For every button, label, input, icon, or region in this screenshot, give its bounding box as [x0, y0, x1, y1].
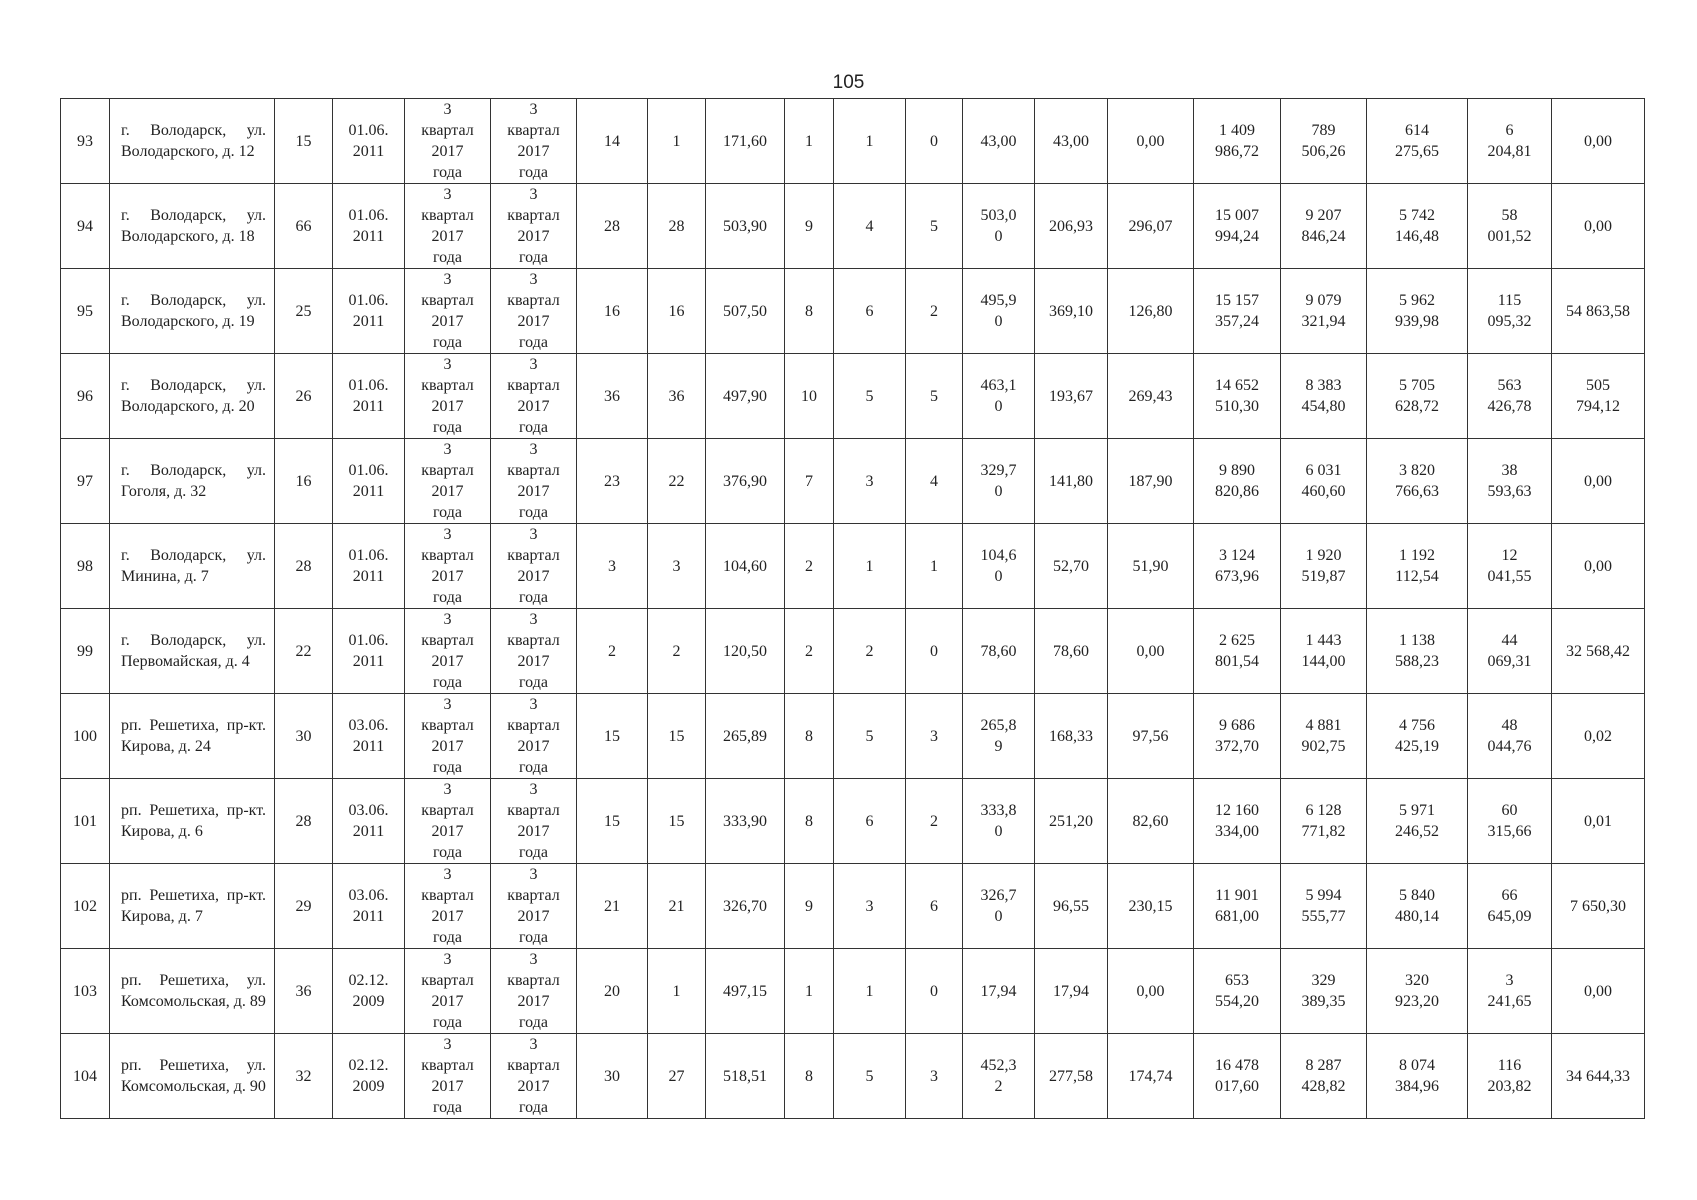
count-cell: 28 [648, 184, 706, 269]
area-cell: 507,50 [706, 269, 785, 354]
quarter-cell: 3 квартал 2017 года [405, 184, 491, 269]
count-cell: 4 [834, 184, 906, 269]
amount-cell: 563 426,78 [1468, 354, 1552, 439]
row-number-cell: 93 [61, 99, 110, 184]
count-cell: 3 [577, 524, 648, 609]
table-row [61, 779, 1645, 864]
row-number-cell: 98 [61, 524, 110, 609]
count-cell: 16 [648, 269, 706, 354]
area-cell: 277,58 [1035, 1034, 1108, 1119]
amount-cell: 9 890 820,86 [1194, 439, 1281, 524]
amount-cell: 789 506,26 [1281, 99, 1367, 184]
area-cell: 78,60 [1035, 609, 1108, 694]
amount-cell: 115 095,32 [1468, 269, 1552, 354]
date-cell: 01.06. 2011 [333, 269, 405, 354]
address-text: рп. Решетиха, ул. Комсомольская, д. 90 [121, 1057, 266, 1095]
count-cell: 15 [577, 694, 648, 779]
count-cell: 2 [577, 609, 648, 694]
area-cell: 96,55 [1035, 864, 1108, 949]
area-cell: 171,60 [706, 99, 785, 184]
amount-cell: 16 478 017,60 [1194, 1034, 1281, 1119]
address-cell [110, 269, 275, 354]
address-text: г. Володарск, ул. Володарского, д. 18 [121, 207, 266, 245]
amount-cell: 5 962 939,98 [1367, 269, 1468, 354]
quarter-cell: 3 квартал 2017 года [405, 949, 491, 1034]
address-cell [110, 99, 275, 184]
count-cell: 5 [834, 694, 906, 779]
address-cell [110, 779, 275, 864]
count-cell: 0 [906, 949, 963, 1034]
count-cell: 36 [648, 354, 706, 439]
count-cell: 8 [785, 694, 834, 779]
quarter-cell: 3 квартал 2017 года [405, 269, 491, 354]
area-cell: 0,00 [1108, 609, 1194, 694]
amount-cell: 329 389,35 [1281, 949, 1367, 1034]
area-cell: 51,90 [1108, 524, 1194, 609]
area-cell: 329,7 0 [963, 439, 1035, 524]
row-number-cell: 99 [61, 609, 110, 694]
area-cell: 369,10 [1035, 269, 1108, 354]
count-cell: 3 [648, 524, 706, 609]
amount-cell: 4 756 425,19 [1367, 694, 1468, 779]
building-year-cell: 36 [275, 949, 333, 1034]
count-cell: 5 [834, 1034, 906, 1119]
table-row [61, 949, 1645, 1034]
address-text: г. Володарск, ул. Минина, д. 7 [121, 547, 266, 585]
amount-cell: 44 069,31 [1468, 609, 1552, 694]
count-cell: 1 [648, 949, 706, 1034]
count-cell: 30 [577, 1034, 648, 1119]
count-cell: 14 [577, 99, 648, 184]
amount-cell: 48 044,76 [1468, 694, 1552, 779]
amount-cell: 5 742 146,48 [1367, 184, 1468, 269]
quarter-cell: 3 квартал 2017 года [491, 779, 577, 864]
area-cell: 104,60 [706, 524, 785, 609]
count-cell: 1 [648, 99, 706, 184]
amount-cell: 1 138 588,23 [1367, 609, 1468, 694]
area-cell: 168,33 [1035, 694, 1108, 779]
count-cell: 5 [834, 354, 906, 439]
area-cell: 333,8 0 [963, 779, 1035, 864]
quarter-cell: 3 квартал 2017 года [405, 609, 491, 694]
date-cell: 01.06. 2011 [333, 184, 405, 269]
count-cell: 6 [834, 269, 906, 354]
building-year-cell: 32 [275, 1034, 333, 1119]
row-number-cell: 94 [61, 184, 110, 269]
page-number: 105 [832, 72, 865, 93]
amount-cell: 12 160 334,00 [1194, 779, 1281, 864]
date-cell: 01.06. 2011 [333, 609, 405, 694]
table-row [61, 184, 1645, 269]
amount-cell: 60 315,66 [1468, 779, 1552, 864]
area-cell: 518,51 [706, 1034, 785, 1119]
table-row [61, 864, 1645, 949]
amount-cell: 5 840 480,14 [1367, 864, 1468, 949]
count-cell: 28 [577, 184, 648, 269]
date-cell: 01.06. 2011 [333, 354, 405, 439]
amount-cell: 4 881 902,75 [1281, 694, 1367, 779]
count-cell: 9 [785, 864, 834, 949]
address-cell [110, 609, 275, 694]
amount-cell: 9 207 846,24 [1281, 184, 1367, 269]
date-cell: 03.06. 2011 [333, 694, 405, 779]
area-cell: 495,9 0 [963, 269, 1035, 354]
amount-cell: 0,00 [1552, 439, 1645, 524]
address-text: г. Володарск, ул. Володарского, д. 20 [121, 377, 266, 415]
area-cell: 82,60 [1108, 779, 1194, 864]
address-text: г. Володарск, ул. Гоголя, д. 32 [121, 462, 266, 500]
building-year-cell: 29 [275, 864, 333, 949]
area-cell: 333,90 [706, 779, 785, 864]
count-cell: 15 [648, 694, 706, 779]
area-cell: 52,70 [1035, 524, 1108, 609]
amount-cell: 12 041,55 [1468, 524, 1552, 609]
amount-cell: 54 863,58 [1552, 269, 1645, 354]
area-cell: 0,00 [1108, 949, 1194, 1034]
count-cell: 5 [906, 354, 963, 439]
row-number-cell: 104 [61, 1034, 110, 1119]
count-cell: 2 [906, 779, 963, 864]
count-cell: 10 [785, 354, 834, 439]
count-cell: 3 [906, 694, 963, 779]
quarter-cell: 3 квартал 2017 года [405, 354, 491, 439]
area-cell: 497,90 [706, 354, 785, 439]
table-row [61, 354, 1645, 439]
amount-cell: 9 686 372,70 [1194, 694, 1281, 779]
area-cell: 503,90 [706, 184, 785, 269]
address-cell [110, 184, 275, 269]
amount-cell: 5 994 555,77 [1281, 864, 1367, 949]
table-row [61, 269, 1645, 354]
count-cell: 1 [785, 949, 834, 1034]
quarter-cell: 3 квартал 2017 года [491, 694, 577, 779]
count-cell: 0 [906, 609, 963, 694]
quarter-cell: 3 квартал 2017 года [405, 439, 491, 524]
amount-cell: 1 920 519,87 [1281, 524, 1367, 609]
amount-cell: 0,00 [1552, 99, 1645, 184]
date-cell: 02.12. 2009 [333, 949, 405, 1034]
count-cell: 15 [648, 779, 706, 864]
data-table [60, 98, 1645, 1119]
table-row [61, 99, 1645, 184]
count-cell: 36 [577, 354, 648, 439]
amount-cell: 0,01 [1552, 779, 1645, 864]
amount-cell: 1 192 112,54 [1367, 524, 1468, 609]
amount-cell: 6 128 771,82 [1281, 779, 1367, 864]
count-cell: 2 [834, 609, 906, 694]
count-cell: 3 [906, 1034, 963, 1119]
count-cell: 2 [906, 269, 963, 354]
count-cell: 8 [785, 269, 834, 354]
row-number-cell: 102 [61, 864, 110, 949]
amount-cell: 6 204,81 [1468, 99, 1552, 184]
area-cell: 265,8 9 [963, 694, 1035, 779]
building-year-cell: 26 [275, 354, 333, 439]
area-cell: 230,15 [1108, 864, 1194, 949]
amount-cell: 320 923,20 [1367, 949, 1468, 1034]
address-cell [110, 949, 275, 1034]
area-cell: 265,89 [706, 694, 785, 779]
count-cell: 6 [906, 864, 963, 949]
area-cell: 376,90 [706, 439, 785, 524]
area-cell: 126,80 [1108, 269, 1194, 354]
area-cell: 503,0 0 [963, 184, 1035, 269]
amount-cell: 3 241,65 [1468, 949, 1552, 1034]
area-cell: 206,93 [1035, 184, 1108, 269]
quarter-cell: 3 квартал 2017 года [405, 524, 491, 609]
amount-cell: 8 287 428,82 [1281, 1034, 1367, 1119]
quarter-cell: 3 квартал 2017 года [491, 354, 577, 439]
area-cell: 296,07 [1108, 184, 1194, 269]
building-year-cell: 28 [275, 524, 333, 609]
quarter-cell: 3 квартал 2017 года [405, 694, 491, 779]
row-number-cell: 101 [61, 779, 110, 864]
count-cell: 9 [785, 184, 834, 269]
quarter-cell: 3 квартал 2017 года [491, 99, 577, 184]
count-cell: 1 [834, 99, 906, 184]
area-cell: 497,15 [706, 949, 785, 1034]
count-cell: 27 [648, 1034, 706, 1119]
amount-cell: 5 705 628,72 [1367, 354, 1468, 439]
date-cell: 02.12. 2009 [333, 1034, 405, 1119]
amount-cell: 38 593,63 [1468, 439, 1552, 524]
quarter-cell: 3 квартал 2017 года [491, 949, 577, 1034]
amount-cell: 1 409 986,72 [1194, 99, 1281, 184]
row-number-cell: 95 [61, 269, 110, 354]
count-cell: 21 [648, 864, 706, 949]
count-cell: 5 [906, 184, 963, 269]
count-cell: 7 [785, 439, 834, 524]
address-cell [110, 439, 275, 524]
amount-cell: 0,00 [1552, 949, 1645, 1034]
count-cell: 2 [648, 609, 706, 694]
count-cell: 1 [906, 524, 963, 609]
count-cell: 20 [577, 949, 648, 1034]
amount-cell: 8 383 454,80 [1281, 354, 1367, 439]
amount-cell: 34 644,33 [1552, 1034, 1645, 1119]
count-cell: 22 [648, 439, 706, 524]
quarter-cell: 3 квартал 2017 года [491, 864, 577, 949]
count-cell: 1 [834, 949, 906, 1034]
area-cell: 0,00 [1108, 99, 1194, 184]
amount-cell: 116 203,82 [1468, 1034, 1552, 1119]
date-cell: 01.06. 2011 [333, 524, 405, 609]
count-cell: 1 [785, 99, 834, 184]
amount-cell: 0,00 [1552, 524, 1645, 609]
date-cell: 01.06. 2011 [333, 439, 405, 524]
count-cell: 3 [834, 439, 906, 524]
amount-cell: 5 971 246,52 [1367, 779, 1468, 864]
address-text: г. Володарск, ул. Первомайская, д. 4 [121, 632, 266, 670]
area-cell: 452,3 2 [963, 1034, 1035, 1119]
table-row [61, 439, 1645, 524]
amount-cell: 32 568,42 [1552, 609, 1645, 694]
count-cell: 23 [577, 439, 648, 524]
area-cell: 269,43 [1108, 354, 1194, 439]
amount-cell: 6 031 460,60 [1281, 439, 1367, 524]
building-year-cell: 30 [275, 694, 333, 779]
address-cell [110, 694, 275, 779]
amount-cell: 3 124 673,96 [1194, 524, 1281, 609]
area-cell: 43,00 [963, 99, 1035, 184]
address-cell [110, 864, 275, 949]
quarter-cell: 3 квартал 2017 года [405, 864, 491, 949]
area-cell: 193,67 [1035, 354, 1108, 439]
date-cell: 03.06. 2011 [333, 864, 405, 949]
table-row [61, 609, 1645, 694]
amount-cell: 653 554,20 [1194, 949, 1281, 1034]
area-cell: 78,60 [963, 609, 1035, 694]
address-text: рп. Решетиха, пр-кт. Кирова, д. 24 [121, 717, 266, 755]
amount-cell: 15 157 357,24 [1194, 269, 1281, 354]
amount-cell: 2 625 801,54 [1194, 609, 1281, 694]
building-year-cell: 66 [275, 184, 333, 269]
area-cell: 17,94 [963, 949, 1035, 1034]
amount-cell: 9 079 321,94 [1281, 269, 1367, 354]
amount-cell: 0,00 [1552, 184, 1645, 269]
quarter-cell: 3 квартал 2017 года [491, 609, 577, 694]
quarter-cell: 3 квартал 2017 года [491, 524, 577, 609]
area-cell: 104,6 0 [963, 524, 1035, 609]
building-year-cell: 25 [275, 269, 333, 354]
area-cell: 326,70 [706, 864, 785, 949]
row-number-cell: 103 [61, 949, 110, 1034]
quarter-cell: 3 квартал 2017 года [405, 1034, 491, 1119]
count-cell: 1 [834, 524, 906, 609]
row-number-cell: 100 [61, 694, 110, 779]
building-year-cell: 22 [275, 609, 333, 694]
address-cell [110, 354, 275, 439]
building-year-cell: 15 [275, 99, 333, 184]
count-cell: 15 [577, 779, 648, 864]
amount-cell: 3 820 766,63 [1367, 439, 1468, 524]
building-year-cell: 28 [275, 779, 333, 864]
quarter-cell: 3 квартал 2017 года [405, 779, 491, 864]
quarter-cell: 3 квартал 2017 года [491, 1034, 577, 1119]
quarter-cell: 3 квартал 2017 года [491, 439, 577, 524]
address-text: рп. Решетиха, пр-кт. Кирова, д. 6 [121, 802, 266, 840]
area-cell: 141,80 [1035, 439, 1108, 524]
address-cell [110, 1034, 275, 1119]
amount-cell: 11 901 681,00 [1194, 864, 1281, 949]
amount-cell: 505 794,12 [1552, 354, 1645, 439]
count-cell: 2 [785, 609, 834, 694]
count-cell: 2 [785, 524, 834, 609]
table-row [61, 1034, 1645, 1119]
address-text: г. Володарск, ул. Володарского, д. 12 [121, 122, 266, 160]
row-number-cell: 96 [61, 354, 110, 439]
area-cell: 463,1 0 [963, 354, 1035, 439]
area-cell: 17,94 [1035, 949, 1108, 1034]
area-cell: 251,20 [1035, 779, 1108, 864]
table-row [61, 524, 1645, 609]
date-cell: 01.06. 2011 [333, 99, 405, 184]
amount-cell: 15 007 994,24 [1194, 184, 1281, 269]
amount-cell: 58 001,52 [1468, 184, 1552, 269]
area-cell: 43,00 [1035, 99, 1108, 184]
count-cell: 8 [785, 779, 834, 864]
count-cell: 3 [834, 864, 906, 949]
address-cell [110, 524, 275, 609]
count-cell: 4 [906, 439, 963, 524]
amount-cell: 0,02 [1552, 694, 1645, 779]
count-cell: 16 [577, 269, 648, 354]
building-year-cell: 16 [275, 439, 333, 524]
count-cell: 8 [785, 1034, 834, 1119]
amount-cell: 14 652 510,30 [1194, 354, 1281, 439]
table-row [61, 694, 1645, 779]
area-cell: 174,74 [1108, 1034, 1194, 1119]
address-text: г. Володарск, ул. Володарского, д. 19 [121, 292, 266, 330]
count-cell: 6 [834, 779, 906, 864]
address-text: рп. Решетиха, ул. Комсомольская, д. 89 [121, 972, 266, 1010]
row-number-cell: 97 [61, 439, 110, 524]
date-cell: 03.06. 2011 [333, 779, 405, 864]
quarter-cell: 3 квартал 2017 года [405, 99, 491, 184]
area-cell: 326,7 0 [963, 864, 1035, 949]
count-cell: 0 [906, 99, 963, 184]
area-cell: 187,90 [1108, 439, 1194, 524]
quarter-cell: 3 квартал 2017 года [491, 184, 577, 269]
amount-cell: 614 275,65 [1367, 99, 1468, 184]
quarter-cell: 3 квартал 2017 года [491, 269, 577, 354]
count-cell: 21 [577, 864, 648, 949]
amount-cell: 66 645,09 [1468, 864, 1552, 949]
address-text: рп. Решетиха, пр-кт. Кирова, д. 7 [121, 887, 266, 925]
amount-cell: 1 443 144,00 [1281, 609, 1367, 694]
amount-cell: 8 074 384,96 [1367, 1034, 1468, 1119]
area-cell: 97,56 [1108, 694, 1194, 779]
amount-cell: 7 650,30 [1552, 864, 1645, 949]
area-cell: 120,50 [706, 609, 785, 694]
